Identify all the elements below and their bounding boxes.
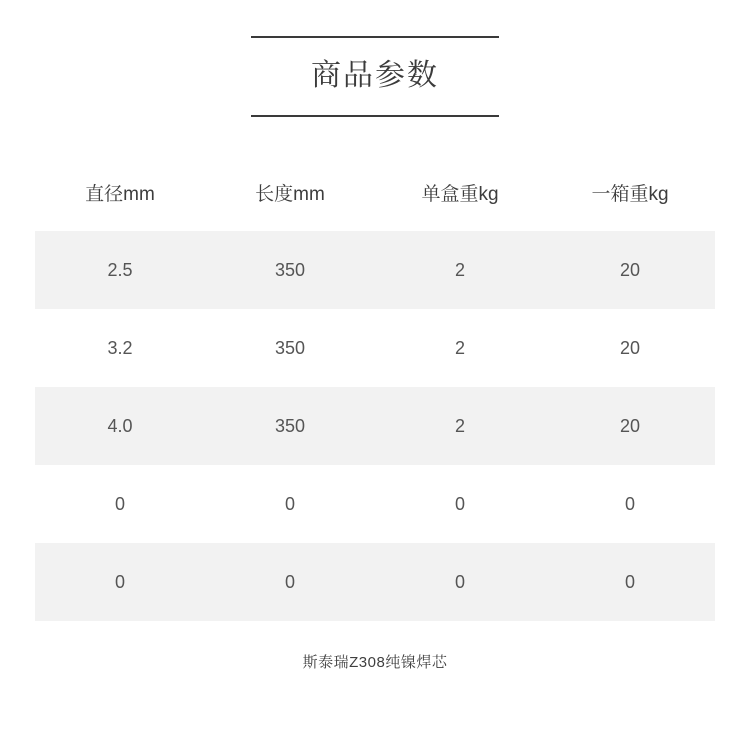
cell-length: 350 bbox=[205, 309, 375, 387]
parameters-table bbox=[35, 153, 715, 621]
page-title-block bbox=[0, 0, 750, 117]
cell-diameter: 2.5 bbox=[35, 231, 205, 309]
cell-box-weight: 2 bbox=[375, 231, 545, 309]
cell-diameter: 0 bbox=[35, 543, 205, 621]
column-header-carton-weight: 一箱重kg bbox=[545, 153, 715, 231]
table-row bbox=[35, 387, 715, 465]
cell-box-weight: 0 bbox=[375, 465, 545, 543]
cell-diameter: 3.2 bbox=[35, 309, 205, 387]
cell-carton-weight: 0 bbox=[545, 465, 715, 543]
page-title: 商品参数 bbox=[311, 59, 439, 92]
cell-length: 0 bbox=[205, 465, 375, 543]
cell-box-weight: 2 bbox=[375, 387, 545, 465]
table-row bbox=[35, 465, 715, 543]
cell-carton-weight: 20 bbox=[545, 231, 715, 309]
product-name-caption: 斯泰瑞Z308纯镍焊芯 bbox=[302, 654, 448, 671]
cell-box-weight: 2 bbox=[375, 309, 545, 387]
table-header-row bbox=[35, 153, 715, 231]
column-header-length: 长度mm bbox=[205, 153, 375, 231]
table-body bbox=[35, 231, 715, 621]
table-header bbox=[35, 153, 715, 231]
table-row bbox=[35, 543, 715, 621]
column-header-diameter: 直径mm bbox=[35, 153, 205, 231]
title-bottom-divider bbox=[251, 115, 499, 117]
table-row bbox=[35, 231, 715, 309]
cell-carton-weight: 20 bbox=[545, 387, 715, 465]
cell-carton-weight: 20 bbox=[545, 309, 715, 387]
cell-length: 350 bbox=[205, 387, 375, 465]
cell-diameter: 4.0 bbox=[35, 387, 205, 465]
parameters-table-wrapper bbox=[0, 153, 750, 621]
cell-box-weight: 0 bbox=[375, 543, 545, 621]
cell-length: 0 bbox=[205, 543, 375, 621]
column-header-box-weight: 单盒重kg bbox=[375, 153, 545, 231]
table-row bbox=[35, 309, 715, 387]
cell-length: 350 bbox=[205, 231, 375, 309]
cell-diameter: 0 bbox=[35, 465, 205, 543]
cell-carton-weight: 0 bbox=[545, 543, 715, 621]
